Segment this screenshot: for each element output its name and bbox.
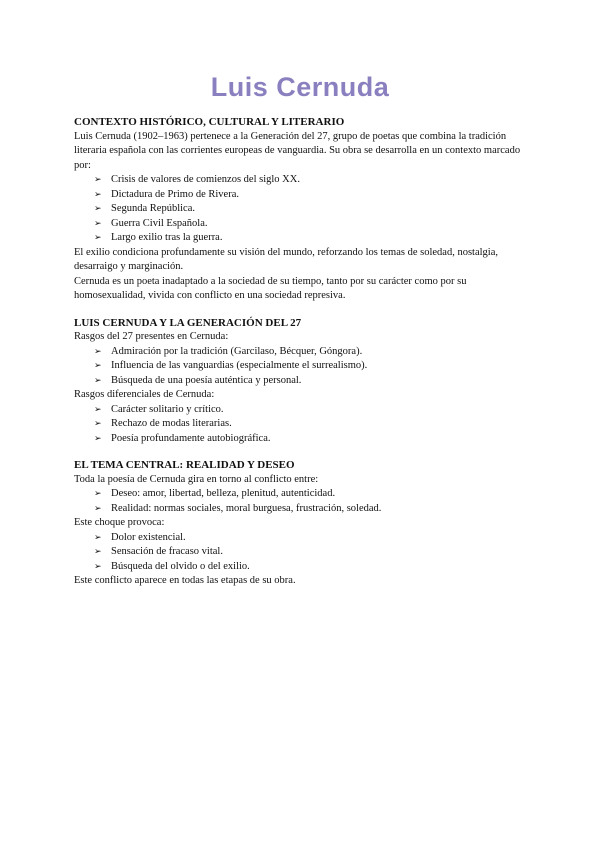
paragraph: El exilio condiciona profundamente su visión del mundo, reforzando los temas de soledad, nostalgia, desarraigo y marginación. [74,246,498,272]
list-item [94,173,526,188]
arrow-bullet-icon: ➢ [94,189,102,200]
paragraph: Rasgos diferenciales de Cernuda: [74,389,215,400]
paragraph: Este choque provoca: [74,517,165,528]
paragraph: Toda la poesía de Cernuda gira en torno al conflicto entre: [74,473,319,485]
list-item-text: Admiración por la tradición (Garcilaso, Bécquer, Góngora). [111,345,363,357]
bullet-list [74,173,526,246]
bullet-list [74,403,526,447]
arrow-bullet-icon: ➢ [94,503,102,514]
list-item-text: Sensación de fracaso vital. [111,546,223,557]
list-item [94,545,526,560]
list-item [94,560,526,575]
list-item [94,374,526,389]
paragraph: Este conflicto aparece en todas las etapas de su obra. [74,575,296,586]
paragraph: Cernuda es un poeta inadaptado a la sociedad de su tiempo, tanto por su carácter como por su homosexualidad, vivida con conflicto en una sociedad represiva. [74,275,467,301]
document-title: Luis Cernuda [210,72,390,102]
section-generation-27 [74,316,526,447]
bullet-list [74,487,526,516]
arrow-bullet-icon: ➢ [94,375,102,386]
paragraph: Rasgos del 27 presentes en Cernuda: [74,331,229,342]
arrow-bullet-icon: ➢ [94,489,102,499]
list-item-text: Búsqueda del olvido o del exilio. [111,560,250,572]
paragraph: Luis Cernuda (1902–1963) pertenece a la Generación del 27, grupo de poetas que combina la tradición literaria española con las corrientes europeas de vanguardia. Su obra se desarrolla en un contexto marcado por: [74,130,521,171]
list-item-text: Segunda República. [111,203,195,214]
list-item-text: Largo exilio tras la guerra. [111,232,223,243]
list-item [94,345,526,360]
arrow-bullet-icon: ➢ [94,218,102,229]
list-item-text: Crisis de valores de comienzos del siglo XX. [111,174,300,185]
list-item-text: Dolor existencial. [111,531,186,543]
list-item-text: Rechazo de modas literarias. [111,418,232,429]
arrow-bullet-icon: ➢ [94,175,102,185]
list-item-text: Realidad: normas sociales, moral burguesa, frustración, soledad. [111,502,382,514]
list-item-text: Dictadura de Primo de Rivera. [111,188,239,200]
list-item-text: Influencia de las vanguardias (especialmente el surrealismo). [111,360,368,371]
list-item-text: Guerra Civil Española. [111,217,208,229]
arrow-bullet-icon: ➢ [94,547,102,557]
arrow-bullet-icon: ➢ [94,346,102,357]
list-item [94,217,526,232]
arrow-bullet-icon: ➢ [94,433,102,444]
list-item [94,487,526,502]
bullet-list [74,345,526,389]
section-heading: LUIS CERNUDA Y LA GENERACIÓN DEL 27 [74,316,302,329]
list-item [94,188,526,203]
arrow-bullet-icon: ➢ [94,361,102,371]
section-heading: CONTEXTO HISTÓRICO, CULTURAL Y LITERARIO [74,116,345,128]
arrow-bullet-icon: ➢ [94,561,102,572]
list-item [94,531,526,546]
arrow-bullet-icon: ➢ [94,233,102,243]
arrow-bullet-icon: ➢ [94,532,102,543]
arrow-bullet-icon: ➢ [94,404,102,415]
list-item [94,231,526,246]
arrow-bullet-icon: ➢ [94,204,102,214]
bullet-list [74,531,526,575]
list-item-text: Deseo: amor, libertad, belleza, plenitud, autenticidad. [111,488,336,499]
section-context [74,115,526,304]
arrow-bullet-icon: ➢ [94,419,102,429]
section-central-theme [74,458,526,589]
list-item [94,202,526,217]
list-item [94,403,526,418]
list-item [94,359,526,374]
list-item [94,502,526,517]
list-item [94,432,526,447]
list-item-text: Búsqueda de una poesía auténtica y personal. [111,374,302,386]
list-item [94,417,526,432]
section-heading: EL TEMA CENTRAL: REALIDAD Y DESEO [74,459,295,471]
list-item-text: Poesía profundamente autobiográfica. [111,432,271,444]
list-item-text: Carácter solitario y crítico. [111,403,224,415]
